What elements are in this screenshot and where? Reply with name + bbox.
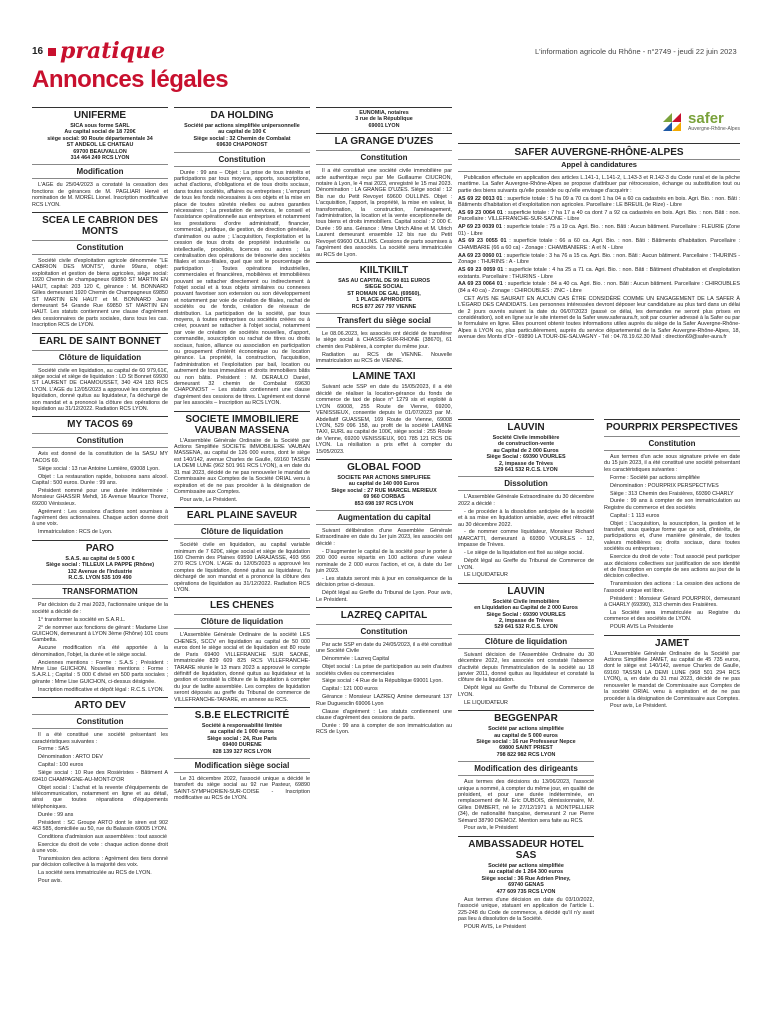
notice-paragraph: Capital : 100 euros [38,762,84,769]
notice-paragraph: Transmission des actions : La cession des actions de l'associé unique est libre. [604,581,740,594]
notice-paragraph: Société civile d'exploitation agricole dénommée "LE CABRION DES MONTS", durée 99ans, objet: exploitation et gestion de biens agricoles, siège social: 1920 Chemin de champagneux 69850 ST MARTIN EN HAUT, capital: 203 120 €, gérance : M. BONNARD Gilles demeurant 1920 Chemin de Champagneux 69850 ST MARTIN EN HAUT et M. BONNARD Jean demeurant 54 Grande Rue 69850 ST MARTIN EN HAUT. Les statuts contiennent une clause d'agrément des cessionnaires de parts sociales, dans tous les cas. Inscription RCS de LYON. [32,258,168,329]
notice-header-line: au capital de 5 000 euros [494,732,558,739]
notice-paragraph: - de procéder à la dissolution anticipée de la société et à sa mise en liquidation amiable, avec effet rétroactif au 30 décembre 2022. [458,508,594,528]
notice-paragraph: Pour avis. [38,878,62,885]
legal-notice [458,419,594,579]
legal-notice [316,133,452,258]
notice-paragraph: L'Assemblée Générale Ordinaire de la société LES CHENES, SCCV en liquidation au capital de 50 000 euros dont le siège social et de liquidation est 80 route de Paris 69400 VILLEFRANCHE SUR SAONE, immatriculée 829 609 825 RCS VILLEFRANCHE-TARARE réunie le 13 mars 2023 a approuvé le compte définitif de liquidation, donné quitus au liquidateur et la gestion et constaté la clôture de la liquidation à compter du jour de ladite assemblée. Les comptes de liquidation seront déposés au greffe du Tribunal de commerce de VILLEFRANCHE-TARARE, en annexe au RCS. [174,632,310,703]
notice-paragraph: LE LIQUIDATEUR [464,572,508,579]
notice-paragraph: Par acte SSP en date du 24/05/2023, il a été constitué une Société Civile [316,641,452,655]
notice-paragraph: Durée : 99 ans à compter de son immatriculation au Registre du commerce et des sociétés [604,498,740,511]
legal-notice [32,212,168,328]
notice-paragraph: Anciennes mentions : Forme : S.A.S ; Président : Mme Lise GUICHON. Nouvelles mentions : Forme : S.A.R.L ; Capital : 5 000 € divisé en 500 parts sociales ; gérante : Mme Lise GUICHON, ci-dessus désignée. [32,659,168,685]
notice-header-line: au capital de 140 000 Euros [348,481,420,488]
notice-paragraph: Gérance : Monsieur LAZREQ Amine demeurant 137 Rue Duguesclin 69006 Lyon [316,694,452,707]
separator-line [174,107,310,108]
notice-header-line: RCS 877 267 797 VIENNE [351,303,417,310]
notice-body [458,897,594,931]
notice-paragraph: Agrément : Les cessions d'actions sont soumises à l'agrément des actionnaires. Chaque action donne droit à une voix. [32,508,168,528]
notice-paragraph: Aux termes d'une décision en date du 03/10/2022, l'associé unique, statuant en application de l'article L. 225-248 du Code de commerce, a décidé qu'il n'y avait pas lieu à dissolution de la Société. [458,896,594,923]
notice-body [32,368,168,413]
notice-header-line: 2, impasse de Trèves [499,618,553,625]
page-title: Annonces légales [32,66,229,93]
notice-paragraph: POUR AVIS, Le Président [464,924,526,931]
notice-paragraph: L'Assemblée Générale Ordinaire de la Société par Actions Simplifiée JAMET, au capital de 45 735 euros, dont le siège est 140/142, avenue Charles de Gaulle, 69160 TASSIN LA DEMI LUNE (968 501 294 RCS LYON), a, en date du 31 mai 2023, décidé de ne pas renouveler le mandat de Commissaire aux Comptes de la société ORIAL venu à expiration et de ne pas procéder à la désignation de Commissaire aux Comptes. [604,650,740,702]
notice-title: S.B.E ELECTRICITÉ [194,709,290,721]
notice-paragraph: Dépôt légal au Greffe du Tribunal de Lyon. Pour avis, Le Président. [316,590,452,603]
notice-title: LA GRANGE D'UZES [334,136,434,148]
notice-paragraph: Suivant délibération d'une Assemblée Générale Extraordinaire en date du 1er juin 2023, les associés ont décidé : [316,527,452,547]
column-3 [316,104,452,1014]
notice-paragraph: Pour avis, Le Président. [180,496,238,503]
newspaper-info: L'information agricole du Rhône - n°2749 - jeudi 22 juin 2023 [535,47,737,56]
notice-header-line: Siège social : 24, Rue Paris [207,735,277,742]
notice-paragraph: - de nommer comme liquidateur, Monsieur Richard MARCATTI, demeurant à 69390 VOURLES - 12, impasse de Trèves. [458,529,594,549]
notice-header-line: SICA sous forme SARL [70,123,130,129]
legal-notice [316,107,452,129]
safer-lot-ref: AS 69 23 0059 01 [458,267,504,274]
notice-paragraph: Inscription modificative et dépôt légal : R.C.S. LYON. [38,686,165,693]
notice-header-line: 314 464 249 RCS LYON [70,155,130,162]
notice-header-line: 3 rue de la République [355,116,413,123]
notice-body [604,651,740,710]
column-4 [458,416,594,1014]
legal-notice [174,107,310,407]
notice-body [174,170,310,407]
separator-line [316,262,452,263]
notice-paragraph: Durée : 99 ans – Objet : La prise de tous intérêts et participations par tous moyens, apports, souscriptions, achat d'actions, d'obligations et de tous droits sociaux, dans toutes sociétés, affaires ou entreprises ; L'emprunt de tous les fonds nécessaires à ces objets et la mise en place de toutes sûretés réelles ou autres garanties nécessaires ; La prestation de services, le conseil et l'assistance opérationnelle aux entreprises et notamment les prestations d'ordre administratif, financier, commercial, juridique, de gestion, de direction générale, d'animation ou autre ; L'acquisition, l'exploitation et la cession de tous droits de propriété industrielle ou intellectuelle, procédés, licences ou autres ; La centralisation des opérations de trésorerie des sociétés filiales et sous-filiales, quel que soit le pourcentage de participation ; Toutes opérations industrielles, commerciales et financières, mobilières et immobilières pouvant se rattacher directement ou indirectement à l'objet social et à tous objets similaires ou connexes pouvant favoriser son extension ou son développement et notamment par voie de création de filiales, rachat de sociétés ou de fonds, création de réseaux de distribution. La participation de la société, par tous moyens, à toutes entreprises ou sociétés créées ou à créer, pouvant se rattacher à l'objet social, notamment par voie de création de sociétés nouvelles, d'apport, commandite, souscription ou rachat de titres ou droits sociaux, fusion, alliance ou association en participation ou groupement d'intérêt économique ou de location gérance. La propriété, la construction, l'acquisition, l'administration et l'exploitation par bail, location ou autrement de tous immeubles et droits immobiliers bâtis ou non bâtis. Président : M. DERAULO Daniel, demeurant 32 chemin de Combalat 69630 CHAPONOST – Les statuts contiennent une clause d'agrément des cessions de titres. L'agrément est donné par les associés – Inscription au RCS LYON. [174,169,310,407]
notice-title: AMBASSADEUR HOTEL SAS [468,838,584,861]
notice-subtitle: Constitution [174,152,310,167]
notice-header-line: Siège Social : 69390 VOURLES [486,611,566,618]
notice-paragraph: L'AGE du 25/04/2023 a constaté la cessation des fonctions de gérances de M. PAGLIARI Hervé et nomination de M. MORÉL Lionel. Inscription modificative RCS LYON. [32,182,168,208]
separator-line [174,507,310,508]
notice-paragraph: Siège : 313 Chemin des Fraisières, 69390 CHARLY [610,490,734,497]
notice-header-line: 69400 DURENE [222,742,262,749]
notice-header-line: 1 PLACE APHRODITE [356,297,412,304]
notice-paragraph: Aux termes des décisions du 13/06/2023, l'associé unique a nommé, à compter du même jour, en qualité de président, et pour une durée indéterminée, en remplacement de M. Eric DUBOIS, démissionnaire, M. Gilles DIMBERT, né le 27/12/1971 à MONTPELLIER (34), de nationalité française, demeurant 2 rue Pierre Sémard 38790 DIEMOZ. Mention sera faite au RCS. [458,779,594,824]
separator-line [32,212,168,213]
notice-subtitle: Augmentation du capital [316,510,452,525]
safer-lot-ref: AS 69 23 0064 01 [458,209,503,216]
notice-header-line: 69 960 CORBAS [363,494,405,501]
safer-lot-text: : superficie totale : 75 a 19 ca. Agri. Bio. : non. Bâti : Aucun bâtiment. Parcellaire : FLEURIE (Zone 01) - Libre [458,224,740,237]
notice-paragraph: Capital : 121 000 euros [322,686,378,693]
safer-lot [458,253,740,266]
notice-paragraph: - D'augmenter le capital de la société pour le porter à 200 000 euros répartis en 100 actions d'une valeur nominale de 2 000 euros l'action, et ce, à date du 1er juin 2023. [316,548,452,574]
notice-paragraph: Président : Monsieur Gérard POURPRIX, demeurant à CHARLY (69390), 313 chemin des Fraisières. [604,595,740,609]
safer-lot-text: : superficie totale : 4 ha 25 a 71 ca. Agri. Bio. : non. Bâti : Bâtiment d'habitation et d'exploitation existants. Parcellaire : THURINS - Libre [458,267,740,280]
notice-subtitle: Constitution [32,714,168,729]
separator-line [458,583,594,584]
notice-header-line: SOCIETE PAR ACTIONS SIMPLIFIEE [337,474,431,481]
notice-header-line: au capital de 100 € [218,129,266,136]
notice-header-line: 798 822 982 RCS LYON [496,751,556,758]
notice-header-line: SAS AU CAPITAL DE 99 811 EUROS [338,277,430,284]
separator-line [32,416,168,417]
notice-title: LAMINE TAXI [352,371,416,383]
notice-paragraph: Durée : 99 ans [38,811,74,818]
notice-paragraph: Forme : SAS [38,746,69,753]
notice-title: POURPRIX PERSPECTIVES [606,422,738,433]
column-5 [604,416,740,1014]
notice-subtitle: Modification [32,164,168,179]
notice-paragraph: Exercice du droit de vote : Tout associé peut participer aux décisions collectives sur justification de son identité et de l'inscription en compte de ses actions au jour de la décision collective. [604,554,740,580]
notice-header-line: 828 139 327 RCS LYON [212,748,272,755]
notice-header-line: 132 Avenue de l'Industrie [67,568,133,575]
notice-header-line: Siège social : 27 RUE MARCEL MERIEUX [331,487,437,494]
notice-subtitle: Constitution [316,624,452,639]
notice-paragraph: LE LIQUIDATEUR [464,699,508,706]
notice-subtitle: Transfert du siège social [316,313,452,328]
safer-lot-ref: AS 69 23 0055 01 [458,238,507,245]
notice-title: LAUVIN [507,585,545,597]
notice-title: EARL DE SAINT BONNET [39,335,161,347]
separator-line [32,540,168,541]
notice-subtitle: Constitution [32,433,168,448]
column-1 [32,104,168,1014]
separator-line [316,107,452,108]
notice-title: SCEA LE CABRION DES MONTS [42,215,158,238]
separator-line [174,707,310,708]
notice-paragraph: Il a été constitué une société présentant les caractéristiques suivantes : [32,732,168,745]
notice-paragraph: Objet : L'acquisition, la souscription, la gestion et le transfert, sous quelque forme que ce soit, d'intérêts, de participations et, d'une manière générale, de toutes valeurs mobilières ou droits sociaux, dans toutes sociétés ou entreprises ; [604,520,740,553]
legal-notice [174,507,310,593]
notice-body [32,732,168,885]
legal-notice [174,411,310,504]
notice-header-line: 69001 LYON [368,122,400,129]
column-2 [174,104,310,1014]
notice-body [604,454,740,631]
safer-lot [458,267,740,280]
safer-lot [458,238,740,251]
notice-header-line: Société par actions simplifiée unipersonnelle [184,123,300,129]
notice-paragraph: - Le siège de la liquidation est fixé au siège social. [464,550,584,557]
notice-paragraph: Dépôt légal au Greffe du Tribunal de Commerce de LYON. [458,558,594,571]
notice-paragraph: Dénomination : ARTO DEV [38,754,103,761]
notice-paragraph: Siège social : 4 Rue de la République 69001 Lyon. [322,678,443,685]
notice-title: ARTO DEV [74,700,126,712]
separator-line [32,697,168,698]
notice-body [316,168,452,258]
notice-title: KIILTKIILT [359,264,409,276]
notice-paragraph: Immatriculation : RCS de Lyon. [38,529,113,536]
notice-paragraph: POUR AVIS La Présidente [610,624,674,631]
notice-header-line: 69740 GENAS [508,882,544,889]
notice-body [32,602,168,693]
notice-header-line: EUNOMIA, notaires [359,110,409,116]
legal-notice [316,262,452,365]
separator-line [458,710,594,711]
notice-paragraph: Il a été constitué une société civile immobilière par acte authentique reçu par Me Guillaume CIUCRON, notaire à Lyon, le 4 mai 2023, enregistré le 15 mai 2023. Dénomination : LA GRANGE D'UZES. Siège social : 12 Bis rue du Petit Revoyet 69600 OULLINS. Objet : L'acquisition, l'apport, la propriété, la mise en valeur, la transformation, la construction, l'aménagement, l'administration, la location et la vente exceptionnelle de tous biens et droits immobiliers. Capital social : 2 000 €. Durée : 99 ans. Gérance : Mme Ulrich Aline et M. Ulrich Laurent demeurant ensemble 12 bis rue du Petit Revoyet 69600 OULLINS. Cessions de parts soumises à l'agrément des associés. La société sera immatriculée au RCS de Lyon. [316,168,452,258]
notice-paragraph: 2° de nommer aux fonctions de gérant : Madame Lise GUICHON, demeurant à LYON 3ème (Rhône) 101 cours Gambetta. [32,624,168,644]
notice-header-line: ST ROMAIN DE GAL (69560), [347,290,421,297]
notice-header-line: Au capital social de 18 720€ [64,129,136,136]
notice-paragraph: Durée : 99 ans à compter de son immatriculation au RCS de Lyon. [316,722,452,736]
separator-line [316,133,452,134]
safer-lot-ref: AS 69 22 0013 01 [458,195,503,202]
notice-title: PARO [85,542,115,554]
notice-title: EARL PLAINE SAVEUR [186,510,298,522]
legal-notice [316,368,452,454]
notice-paragraph: Suivant acte SSP en date du 15/05/2023, il a été décidé de réaliser la location-gérance du fonds de commerce de taxi de place n° 1279 sis et exploité à LYON 69008, 255 Route de Vienne, 69200, VENISSIEUX, consentie depuis le 01/07/2023 par M. Abdellatif GUASSEM, 169 Route de Vienne, 69008 LYON, 529 096 158, au profit de la société LAMINE TAXI, EURL au capital de 100€, siège social : 255 Route de Vienne, 69200 VENISSIEUX, 901 785 121 RCS DE LYON. La résiliation a pris effet à compter du 15/05/2023. [316,384,452,455]
separator-line [174,411,310,412]
notice-header-line: en Liquidation au Capital de 2 000 Euros [474,605,578,612]
page-number: 16 [32,46,44,57]
notice-paragraph: Par décision du 2 mai 2023, l'actionnaire unique de la société a décidé de : [32,602,168,615]
notice-paragraph: Président nommé pour une durée indéterminée : Monsieur GHASSIR Mehdi, 16 Avenue Maurice Thorez, 69200 Vénissieux. [32,487,168,507]
notice-paragraph: Société civile en liquidation, au capital de 60 979,61€, siège social et siège de liquidation : LD St Bonnet 69930 ST LAURENT DE CHAMOUSSET, 340 424 183 RCS LYON. L'AGE du 12/05/2023 a approuvé les comptes de liquidation, donné quitus au liquidateur, l'a déchargé de son mandat et a prononcé la clôture des opérations de liquidation au 31/12/2022. Radiation RCS LYON. [32,367,168,412]
notice-paragraph: Siège social : 13 rue Antoine Lumière, 69008 Lyon. [38,465,160,472]
notice-header-line: de construction-vente [497,441,555,448]
legal-notice [32,333,168,413]
safer-lot [458,224,740,237]
notice-header-line: 69800 SAINT PRIEST [499,745,553,752]
notice-paragraph: Suivant décision de l'Assemblée Ordinaire du 30 décembre 2022, les associés ont constaté l'absence d'activité depuis l'immatriculation de la société au 18 janvier 2011, donné quitus au liquidateur et constaté la clôture de la liquidation. [458,651,594,684]
notice-title: LES CHENES [210,600,274,612]
notice-paragraph: Pour avis, Le Président. [610,703,668,710]
notice-header-line: Siège Social : 69390 VOURLES [486,454,566,461]
notice-paragraph: Capital : 1 113 euros [610,512,660,519]
notice-body [174,632,310,702]
notice-paragraph: Exercice du droit de vote : chaque action donne droit à une voix. [32,841,168,855]
legal-notice [32,697,168,885]
notice-subtitle: Modification siège social [174,758,310,773]
notice-paragraph: Le 08.06.2023, les associés ont décidé de transférer le siège social à CHASSE-SUR-RHONE (38670), 61 chemin des Pablères, à compter du même jour. [316,330,452,350]
notice-paragraph: Radiation au RCS de VIENNE. Nouvelle immatriculation au RCS de VIENNE. [316,351,452,365]
notice-paragraph: Objet social : L'achat et la revente d'équipements de télécommunication, notamment en ligne et au détail, ainsi que toutes réparations d'équipements téléphoniques. [32,784,168,810]
notice-header-line: Société à responsabilité limitée [201,722,283,729]
notice-subtitle: Modification des dirigeants [458,761,594,776]
separator-line [604,419,740,420]
notice-paragraph: La société sera immatriculée au RCS de LYON. [38,870,152,877]
safer-lot-ref: AA 69 23 0060 01 [458,252,502,259]
notice-header-line: Société par actions simplifiée [488,862,564,869]
notice-paragraph: Dépôt légal au Greffe du Tribunal de Commerce de LYON. [458,685,594,698]
notice-paragraph: Objet : La restauration rapide, boissons sans alcool. Capital : 500 euros. Durée : 99 ans. [32,473,168,486]
separator-line [316,368,452,369]
notice-header-line: 69700 BEAUVALLON [73,148,127,155]
safer-logo-text: safer [688,110,724,128]
safer-notice [458,104,740,414]
legal-notice [458,583,594,706]
notice-header-line: au Capital de 2 000 Euros [493,447,559,454]
notice-subtitle: Constitution [32,240,168,255]
notice-header-line: Société Civile immobilière [492,435,560,441]
legal-notice [316,459,452,603]
notice-paragraph: La Société sera immatriculée au Registre du commerce et des sociétés de LYON. [604,609,740,623]
notice-header-line: Société Civile immobilière [492,598,560,605]
notice-header-line: Siège social : TILLEUX LA PAPPE (Rhône) [45,562,155,569]
notice-header-line: 529 641 532 R.C.S. LYON [494,467,558,474]
safer-lot [458,196,740,209]
notice-header-line: R.C.S. LYON 535 109 490 [68,574,132,581]
separator-line [32,333,168,334]
notice-header-line: 69630 CHAPONOST [216,142,268,149]
legal-notice [604,419,740,631]
notice-paragraph: 1° transformer la société en S.A.R.L. [38,616,126,623]
notice-subtitle: Clôture de liquidation [32,350,168,365]
notice-paragraph: Société civile en liquidation, au capital variable minimum de 7 620€, siège social et siège de liquidation 160 Chemin des Plaines 69590 LARAJASSE, 493 956 270 RCS LYON. L'AGE du 12/05/2023 a approuvé les comptes de liquidation, donné quitus au liquidateur, l'a déchargé de son mandat et a prononcé la clôture des opérations de liquidation au 31/12/2022. Radiation RCS LYON. [174,542,310,594]
safer-lots [458,196,740,295]
legal-notice [458,836,594,931]
notice-header-line: SIEGE SOCIAL [364,284,404,291]
safer-title: SAFER AUVERGNE-RHÔNE-ALPES [514,147,684,158]
notice-body [316,528,452,603]
legal-notice [316,607,452,736]
section-square-icon [48,48,56,56]
notice-body [32,451,168,535]
safer-lot [458,210,740,223]
notice-paragraph: Aucune modification n'a été apportée à la dénomination, l'objet, la durée et le siège social. [32,645,168,658]
separator-line [604,635,740,636]
notice-body [316,384,452,454]
notice-paragraph: Pour avis, le Président [464,825,518,832]
notice-title: LAZREQ CAPITAL [340,609,428,621]
separator-line [174,597,310,598]
notice-paragraph: Dénomination : POURPRIX PERSPECTIVES [610,482,719,489]
notice-paragraph: L'Assemblée Générale Ordinaire de la Société par Actions Simplifiée SOCIETE IMMOBILIERE VAUBAN MASSENA, au capital de 126 000 euros, dont le siège est 140/142, avenue Charles de Gaulle, 69160 TASSIN LA DEMI LUNE (962 501 961 RCS LYON), a en date du 31 mai 2023, décidé de ne pas renouveler le mandat de Commissaire aux Comptes de la Société ORIAL venu à expiration et de ne pas procéder à la désignation de Commissaire aux Comptes. [174,437,310,495]
notice-header-line: au capital de 1 264 300 euros [488,869,564,876]
safer-lot-ref: AA 69 23 0064 01 [458,281,503,288]
notice-header-line: au capital de 1 000 euros [210,729,274,736]
legal-notice [32,416,168,535]
safer-leaf-icon [660,110,684,134]
notice-paragraph: Avis est donné de la constitution de la SASU MY TACOS 69. [32,451,168,464]
notice-paragraph: Forme : Société par actions simplifiée [610,474,700,481]
notice-body [458,779,594,832]
notice-paragraph: Clause d'agrément : Les statuts contiennent une clause d'agrément des cessions de parts. [316,708,452,721]
notice-paragraph: Président : SC Groupe ARTO dont le siren est 902 463 585, domiciliée au 50, rue du Balassin 69005 LYON. [32,819,168,832]
notice-subtitle: Clôture de liquidation [174,614,310,629]
separator-line [316,459,452,460]
safer-lot-text: : superficie totale : 7 ha 17 a 40 ca dont 7 a 92 ca cadastrés en bois. Agri. Bio. : non. Bâti : non. Parcellaire : VILLEFRANCHE-SUR-SAONE - Libre [458,209,740,223]
safer-lot-text: : superficie totale : 5 ha 09 a 70 ca dont 1 ha 04 a 60 ca cadastrés en bois. Agri. Bio. : non. Bâti : Bâtiments d'habitation et d'exploitation non agricoles. Parcellaire : LE BREUIL (le Rize) - Libre [458,195,740,208]
safer-lot-text: : superficie totale : 66 a 60 ca. Agri. Bio. : non. Bâti : Bâtiments d'habitation. Parcellaire : CHAMBARIE (66 a 60 ca) - Zonage : CHAMBANIERE : A et N - Libre [458,238,740,251]
notice-title: MY TACOS 69 [67,419,133,431]
notice-paragraph: - Les statuts seront mis à jour en conséquence de la décision prise ci-dessus. [316,575,452,589]
notice-title: SOCIETE IMMOBILIERE VAUBAN MASSENA [185,413,299,436]
notice-header-line: Siège social : 32 Chemin de Combalat [193,135,291,142]
notice-title: GLOBAL FOOD [347,461,421,473]
notice-body [458,652,594,706]
notice-body [174,776,310,802]
notice-header-line: 477 609 735 RCS LYON [496,888,556,895]
notice-subtitle: Clôture de liquidation [174,524,310,539]
notice-paragraph: Le 31 décembre 2022, l'associé unique a décidé le transfert du siège social au 92 rue Pasteur, 69890 SAINT-SYMPHORIEN-SUR-COISE - Inscription modificative au RCS de LYON. [174,775,310,802]
notice-header-line: Siège social : 16 rue Professeur Nepce [476,738,576,745]
safer-lot [458,281,740,294]
notice-body [32,258,168,328]
legal-notice [604,635,740,710]
notice-subtitle: Clôture de liquidation [458,634,594,649]
legal-notice [174,597,310,702]
notice-paragraph: Aux termes d'un acte sous signature privée en date du 15 juin 2023, il a été constitué une société présentant les caractéristiques suivantes : [604,454,740,473]
notice-subtitle: TRANSFORMATION [32,584,168,599]
page-header [0,0,770,93]
safer-intro: Publication effectuée en application des articles L.141-1, L.141-2, L.143-3 et R.142-3 du Code rural et de la pêche maritime. La Safer Auvergne-Rhône-Alpes se propose d'attribuer par rétrocession, échange ou substitution tout ou partie des biens suivants qu'elle possède ou qu'elle envisage d'acquérir : [458,174,740,194]
safer-subtitle: Appel à candidatures [458,159,740,171]
notice-body [458,494,594,578]
safer-closing: CET AVIS NE SAURAIT EN AUCUN CAS ÊTRE CONSIDÉRÉ COMME UN ENGAGEMENT DE LA SAFER À L'ÉGARD DES CANDIDATS. Les personnes intéressées devront déposer leur candidature au plus tard dans un délai de 2 jours ouvrés suivant la date du 06/07/2023 (passé ce délai, les demandes ne seront plus prises en considération), soit en ligne sur le site internet de la Safer www.saferaura.fr, soit par courrier adressé à la Safer ou par le formulaire en ligne. Elles pourront obtenir toutes informations utiles auprès du siège de la Safer Auvergne-Rhône-Alpes à LYON ou, plus particulièrement, auprès du service départemental de la Safer Auvergne-Rhône-Alpes, 18, avenue des Monts d'Or - 69890 LA TOUR-DE-SALVAGNY - Tél : 04.78.19.62.30 Mail : direction69@safer-aura.fr [458,295,740,341]
separator-line [32,107,168,108]
separator-line [316,607,452,608]
notice-title: DA HOLDING [210,110,274,121]
notice-header-line: Siège social : 36 Rue Adrien Piney, [481,875,571,882]
notice-body [316,331,452,365]
safer-lot-ref: AP 69 23 0039 01 [458,224,502,231]
notice-paragraph: Transmission des actions : Agrément des tiers donné par décision collective à la majorité des voix. [32,856,168,869]
separator-line [458,836,594,837]
notice-subtitle: Constitution [604,436,740,451]
notice-header-line: Société par actions simplifiée [488,726,564,733]
notice-paragraph: Conditions d'admission aux assemblées : tout associé [38,833,167,840]
notice-paragraph: Siège social : 10 Rue des Rosiéristes - Bâtiment A 69410 CHAMPAGNE-AU-MONT-D'OR [32,770,168,783]
notice-subtitle: Constitution [316,150,452,165]
notice-header-line: S.A.S. au capital de 5 000 € [65,555,135,562]
notice-title: UNIFERME [73,110,127,121]
notice-header-line: siège social: 90 Route départementale 34 [47,135,153,142]
safer-logo-region: Auvergne-Rhône-Alpes [688,126,740,133]
safer-lot-text: : superficie totale : 84 a 40 ca. Agri. Bio. : non. Bâti : Aucun bâtiment. Parcellaire : CHIROUBLES (84 a 40 ca) - Zonage : CHIROUBLES : ZNC - Libre [458,281,740,294]
notice-title: BEGGENPAR [494,713,558,725]
notice-body [174,542,310,593]
safer-lot-text: : superficie totale : 3 ha 76 a 15 ca. Agri. Bio. : non. Bâti : Aucun bâtiment. Parcellaire : THURINS - Zonage : THURINS : A - Libre [458,252,740,266]
legal-notice [32,540,168,693]
notice-body [316,642,452,736]
legal-notice [174,707,310,802]
notice-paragraph: Objet social : La prise de participation au sein d'autres sociétés civiles ou commerciales [316,664,452,677]
notice-title: JAMET [655,637,689,649]
section-label: pratique [60,38,166,64]
notice-header-line: 853 698 197 RCS LYON [354,500,414,507]
notice-subtitle: Dissolution [458,476,594,491]
legal-notice [458,710,594,832]
right-columns [458,104,740,1014]
notice-header-line: ST ANDEOL LE CHATEAU [66,142,134,149]
safer-logo [458,104,740,140]
notice-header-line: 529 641 532 R.C.S. LYON [494,624,558,631]
notice-body [174,438,310,504]
notice-paragraph: L'Assemblée Générale Extraordinaire du 30 décembre 2022 a décidé : [458,494,594,507]
notice-body [32,182,168,208]
notice-header-line: 2, impasse de Trèves [499,460,553,467]
notice-paragraph: Dénommée : Lazreq Capital [322,656,390,663]
separator-line [458,419,594,420]
legal-notice [32,107,168,208]
notice-title: LAUVIN [507,422,545,433]
